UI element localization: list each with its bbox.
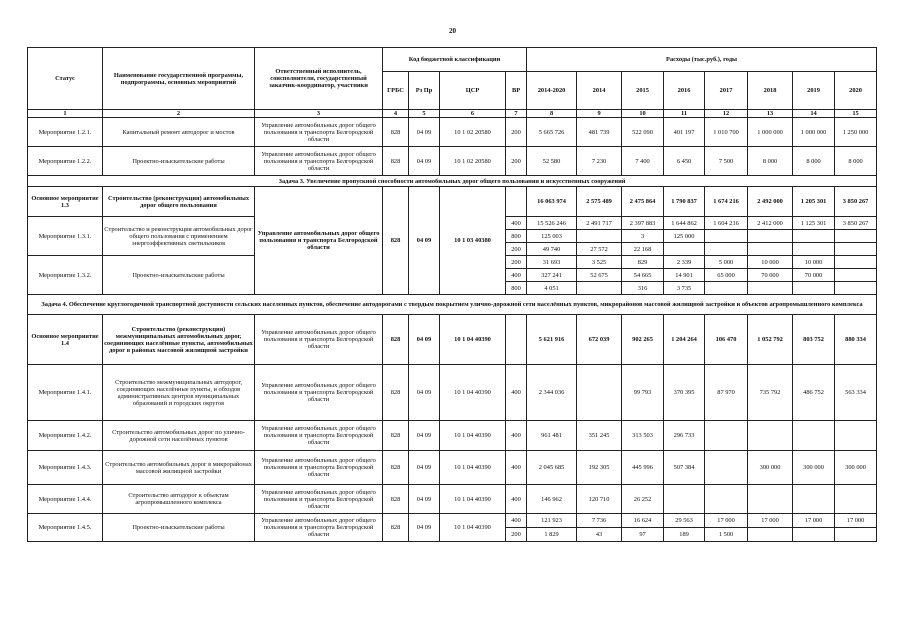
row-executor: Управление автомобильных дорог общего пользования и транспорта Белгородской области (255, 485, 383, 514)
row-value: 327 241 (527, 269, 577, 282)
row-rzpr: 04 09 (409, 485, 440, 514)
header-year: 2014 (577, 72, 622, 110)
header-status: Статус (28, 48, 103, 110)
table-row (28, 147, 877, 176)
row-value (748, 230, 793, 243)
row-status: Мероприятие 1.2.1. (28, 118, 103, 147)
row-value: 313 503 (622, 421, 664, 451)
row-csr: 10 1 04 40390 (440, 315, 506, 365)
row-value: 2 475 864 (622, 187, 664, 217)
row-vr: 400 (506, 365, 527, 421)
row-value: 300 000 (748, 451, 793, 485)
header-year: 2016 (664, 72, 705, 110)
row-value: 902 265 (622, 315, 664, 365)
row-csr: 10 1 02 20580 (440, 118, 506, 147)
row-value: 2 492 000 (748, 187, 793, 217)
row-rzpr: 04 09 (409, 421, 440, 451)
row-status: Основное мероприятие 1.4 (28, 315, 103, 365)
row-value: 16 624 (622, 514, 664, 528)
table-row (28, 421, 877, 451)
row-rzpr: 04 09 (409, 147, 440, 176)
header-grbs: ГРБС (383, 72, 409, 110)
row-value: 54 665 (622, 269, 664, 282)
row-executor: Управление автомобильных дорог общего пользования и транспорта Белгородской области (255, 187, 383, 295)
col-number: 10 (622, 110, 664, 118)
row-value: 106 470 (705, 315, 748, 365)
row-status: Мероприятие 1.3.1. (28, 217, 103, 256)
col-number: 9 (577, 110, 622, 118)
header-vr: ВР (506, 72, 527, 110)
row-value (748, 243, 793, 256)
row-value: 2 575 489 (577, 187, 622, 217)
row-value (793, 243, 835, 256)
row-value: 401 197 (664, 118, 705, 147)
row-value: 300 000 (793, 451, 835, 485)
row-status: Мероприятие 1.4.3. (28, 451, 103, 485)
row-value: 125 003 (527, 230, 577, 243)
header-year: 2020 (835, 72, 877, 110)
row-value: 7 230 (577, 147, 622, 176)
row-value (835, 243, 877, 256)
row-value: 2 491 717 (577, 217, 622, 230)
row-value: 5 621 916 (527, 315, 577, 365)
row-value: 10 000 (793, 256, 835, 269)
row-value: 52 675 (577, 269, 622, 282)
row-vr (506, 315, 527, 365)
row-value: 1 204 264 (664, 315, 705, 365)
row-value: 803 752 (793, 315, 835, 365)
row-value: 563 334 (835, 365, 877, 421)
row-value: 99 793 (622, 365, 664, 421)
col-number: 11 (664, 110, 705, 118)
row-value: 1 010 700 (705, 118, 748, 147)
row-executor: Управление автомобильных дорог общего пользования и транспорта Белгородской области (255, 315, 383, 365)
task-3-title: Задача 3. Увеличение пропускной способности автомобильных дорог общего пользования и искусственных сооружений (28, 176, 877, 187)
row-value (793, 485, 835, 514)
row-value: 17 000 (748, 514, 793, 528)
header-year: 2017 (705, 72, 748, 110)
row-executor: Управление автомобильных дорог общего пользования и транспорта Белгородской области (255, 365, 383, 421)
row-value: 445 996 (622, 451, 664, 485)
row-value: 16 063 974 (527, 187, 577, 217)
row-value: 27 572 (577, 243, 622, 256)
row-vr: 400 (506, 421, 527, 451)
row-grbs: 828 (383, 147, 409, 176)
row-value: 1 644 862 (664, 217, 705, 230)
row-value: 2 045 685 (527, 451, 577, 485)
row-rzpr: 04 09 (409, 315, 440, 365)
row-value: 5 665 726 (527, 118, 577, 147)
col-number: 4 (383, 110, 409, 118)
row-value (748, 528, 793, 542)
row-name: Строительство (реконструкция) межмуниципальных автомобильных дорог, соединяющих населённые пункты, автомобильных дорог в районах массовой жилищной застройки (103, 315, 255, 365)
row-vr: 200 (506, 147, 527, 176)
row-csr: 10 1 02 20580 (440, 147, 506, 176)
row-vr: 400 (506, 451, 527, 485)
row-value: 70 000 (748, 269, 793, 282)
table-row (28, 118, 877, 147)
header-year: 2019 (793, 72, 835, 110)
row-vr: 200 (506, 243, 527, 256)
row-value: 7 736 (577, 514, 622, 528)
row-value: 1 250 000 (835, 118, 877, 147)
row-value (835, 421, 877, 451)
row-csr: 10 1 04 40390 (440, 365, 506, 421)
row-name: Строительство (реконструкция) автомобильных дорог общего пользования (103, 187, 255, 217)
row-value: 70 000 (793, 269, 835, 282)
header-budget-code: Код бюджетной классификации (383, 48, 527, 72)
row-name: Строительство автомобильных дорог в микрорайонах массовой жилищной застройки (103, 451, 255, 485)
row-name: Строительство и реконструкция автомобильных дорог общего пользования с применением энергоэффективных светильников (103, 217, 255, 256)
table-row (28, 485, 877, 514)
row-value: 370 395 (664, 365, 705, 421)
row-name: Строительство автодорог к объектам агропромышленного комплекса (103, 485, 255, 514)
row-value: 22 168 (622, 243, 664, 256)
row-csr: 10 1 04 40390 (440, 451, 506, 485)
row-value (835, 256, 877, 269)
row-value: 1 604 216 (705, 217, 748, 230)
row-rzpr: 04 09 (409, 118, 440, 147)
row-grbs: 828 (383, 315, 409, 365)
row-value: 31 693 (527, 256, 577, 269)
row-value (705, 230, 748, 243)
row-rzpr: 04 09 (409, 451, 440, 485)
row-value (748, 282, 793, 295)
row-value (705, 421, 748, 451)
row-name: Капитальный ремонт автодорог и мостов (103, 118, 255, 147)
row-value (835, 269, 877, 282)
header-year: 2018 (748, 72, 793, 110)
col-number: 8 (527, 110, 577, 118)
row-value: 15 526 246 (527, 217, 577, 230)
col-number: 3 (255, 110, 383, 118)
row-value: 120 710 (577, 485, 622, 514)
col-number: 7 (506, 110, 527, 118)
header-expenses: Расходы (тыс.руб.), годы (527, 48, 877, 72)
row-value (748, 421, 793, 451)
row-value: 961 481 (527, 421, 577, 451)
col-number: 1 (28, 110, 103, 118)
row-name: Проектно-изыскательские работы (103, 514, 255, 542)
header-year: 2015 (622, 72, 664, 110)
table-row (28, 514, 877, 528)
row-value: 507 384 (664, 451, 705, 485)
row-status: Мероприятие 1.4.5. (28, 514, 103, 542)
row-value (835, 528, 877, 542)
col-number: 15 (835, 110, 877, 118)
row-vr: 200 (506, 528, 527, 542)
row-value: 5 000 (705, 256, 748, 269)
table-row (28, 187, 877, 217)
row-value: 7 400 (622, 147, 664, 176)
row-rzpr: 04 09 (409, 514, 440, 542)
row-value: 4 051 (527, 282, 577, 295)
row-value (835, 230, 877, 243)
row-value (664, 485, 705, 514)
row-value: 2 412 000 (748, 217, 793, 230)
row-executor: Управление автомобильных дорог общего пользования и транспорта Белгородской области (255, 147, 383, 176)
row-value: 1 829 (527, 528, 577, 542)
header-year: 2014-2020 (527, 72, 577, 110)
row-value: 1 000 000 (748, 118, 793, 147)
col-number: 12 (705, 110, 748, 118)
row-value: 3 (622, 230, 664, 243)
row-value (793, 230, 835, 243)
row-value (577, 230, 622, 243)
col-number: 6 (440, 110, 506, 118)
row-value: 7 500 (705, 147, 748, 176)
row-csr: 10 1 03 40380 (440, 187, 506, 295)
row-value: 49 740 (527, 243, 577, 256)
row-grbs: 828 (383, 514, 409, 542)
row-status: Мероприятие 1.4.4. (28, 485, 103, 514)
table-row (28, 451, 877, 485)
row-value: 1 000 000 (793, 118, 835, 147)
row-value: 87 970 (705, 365, 748, 421)
col-number: 13 (748, 110, 793, 118)
row-name: Строительство межмуниципальных автодорог, соединяющих населённые пункты, и обходов административных центров муниципальных образований и городских округов (103, 365, 255, 421)
row-value: 17 000 (705, 514, 748, 528)
row-vr: 400 (506, 217, 527, 230)
row-vr: 200 (506, 118, 527, 147)
row-executor: Управление автомобильных дорог общего пользования и транспорта Белгородской области (255, 421, 383, 451)
header-csr: ЦСР (440, 72, 506, 110)
row-value: 880 334 (835, 315, 877, 365)
table-row (28, 315, 877, 365)
row-status: Мероприятие 1.2.2. (28, 147, 103, 176)
row-value: 10 000 (748, 256, 793, 269)
row-executor: Управление автомобильных дорог общего пользования и транспорта Белгородской области (255, 451, 383, 485)
row-value: 121 923 (527, 514, 577, 528)
row-vr: 800 (506, 282, 527, 295)
row-value: 2 344 036 (527, 365, 577, 421)
row-value: 300 000 (835, 451, 877, 485)
row-value (705, 485, 748, 514)
row-value: 65 000 (705, 269, 748, 282)
task-4-title: Задача 4. Обеспечение круглогодичной транспортной доступности сельских населенных пунктов, обеспечение автодорогами с твердым покрытием улично-дорожной сети населённых пунктов, микрорайонов массовой жилищной застройки и объектов агропромышленного комплекса (28, 295, 877, 315)
row-vr: 400 (506, 269, 527, 282)
row-status: Мероприятие 1.3.2. (28, 256, 103, 295)
row-status: Мероприятие 1.4.2. (28, 421, 103, 451)
row-status: Мероприятие 1.4.1. (28, 365, 103, 421)
row-value: 52 580 (527, 147, 577, 176)
row-value: 1 125 301 (793, 217, 835, 230)
row-csr: 10 1 04 40390 (440, 514, 506, 542)
row-name: Проектно-изыскательские работы (103, 147, 255, 176)
row-vr: 400 (506, 485, 527, 514)
row-value: 3 735 (664, 282, 705, 295)
row-value (705, 282, 748, 295)
row-grbs: 828 (383, 421, 409, 451)
row-value: 29 563 (664, 514, 705, 528)
row-value: 8 000 (748, 147, 793, 176)
row-value (577, 365, 622, 421)
row-executor: Управление автомобильных дорог общего пользования и транспорта Белгородской области (255, 118, 383, 147)
row-value (793, 282, 835, 295)
row-value: 17 000 (793, 514, 835, 528)
header-rzpr: Рз Пр (409, 72, 440, 110)
row-vr (506, 187, 527, 217)
row-value: 3 850 267 (835, 217, 877, 230)
row-executor: Управление автомобильных дорог общего пользования и транспорта Белгородской области (255, 514, 383, 542)
row-value: 43 (577, 528, 622, 542)
row-status: Основное мероприятие 1.3 (28, 187, 103, 217)
row-value: 316 (622, 282, 664, 295)
row-value: 8 000 (793, 147, 835, 176)
row-grbs: 828 (383, 365, 409, 421)
row-value: 8 000 (835, 147, 877, 176)
row-grbs: 828 (383, 118, 409, 147)
row-value (748, 485, 793, 514)
row-value: 522 090 (622, 118, 664, 147)
row-value: 3 525 (577, 256, 622, 269)
row-value (835, 485, 877, 514)
row-name: Проектно-изыскательские работы (103, 256, 255, 295)
column-number-row (28, 110, 877, 118)
row-grbs: 828 (383, 187, 409, 295)
col-number: 14 (793, 110, 835, 118)
row-rzpr: 04 09 (409, 365, 440, 421)
row-value: 146 962 (527, 485, 577, 514)
row-csr: 10 1 04 40390 (440, 421, 506, 451)
row-value: 1 052 792 (748, 315, 793, 365)
row-value (577, 282, 622, 295)
row-value: 3 850 267 (835, 187, 877, 217)
row-value (705, 243, 748, 256)
row-vr: 800 (506, 230, 527, 243)
row-name: Строительство автомобильных дорог по улично-дорожной сети населённых пунктов (103, 421, 255, 451)
row-value: 1 790 837 (664, 187, 705, 217)
row-value (835, 282, 877, 295)
row-value: 296 733 (664, 421, 705, 451)
row-vr: 400 (506, 514, 527, 528)
row-value: 17 000 (835, 514, 877, 528)
row-value: 351 245 (577, 421, 622, 451)
row-value: 192 305 (577, 451, 622, 485)
row-value: 486 752 (793, 365, 835, 421)
task-row (28, 176, 877, 187)
row-value: 1 205 301 (793, 187, 835, 217)
row-value (664, 243, 705, 256)
row-value: 14 901 (664, 269, 705, 282)
row-value: 189 (664, 528, 705, 542)
row-grbs: 828 (383, 451, 409, 485)
page-number: 20 (449, 27, 456, 35)
row-value: 125 000 (664, 230, 705, 243)
row-rzpr: 04 09 (409, 187, 440, 295)
row-value: 735 792 (748, 365, 793, 421)
row-value: 26 252 (622, 485, 664, 514)
budget-table (27, 47, 877, 542)
table-row (28, 365, 877, 421)
row-value: 6 450 (664, 147, 705, 176)
col-number: 2 (103, 110, 255, 118)
row-value (705, 451, 748, 485)
row-vr: 200 (506, 256, 527, 269)
row-csr: 10 1 04 40390 (440, 485, 506, 514)
header-name: Наименование государственной программы, подпрограммы, основных мероприятий (103, 48, 255, 110)
row-value: 672 039 (577, 315, 622, 365)
header-executor: Ответственный исполнитель, соисполнители, государственный заказчик-координатор, участники (255, 48, 383, 110)
row-value: 2 339 (664, 256, 705, 269)
row-value (793, 421, 835, 451)
row-grbs: 828 (383, 485, 409, 514)
row-value: 1 674 216 (705, 187, 748, 217)
row-value: 2 397 883 (622, 217, 664, 230)
row-value: 1 500 (705, 528, 748, 542)
col-number: 5 (409, 110, 440, 118)
row-value: 829 (622, 256, 664, 269)
row-value: 97 (622, 528, 664, 542)
row-value: 481 739 (577, 118, 622, 147)
row-value (793, 528, 835, 542)
task-row (28, 295, 877, 315)
